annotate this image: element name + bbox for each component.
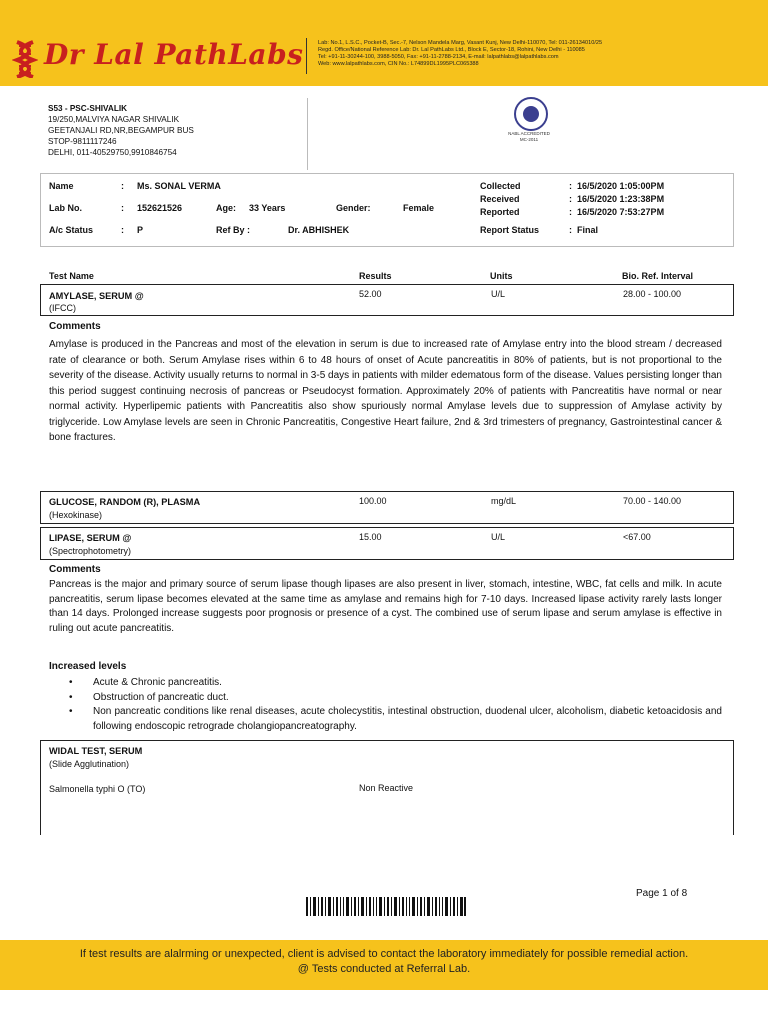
ac-status-label: A/c Status (49, 225, 94, 235)
test-unit: mg/dL (491, 496, 517, 506)
report-status-value: Final (577, 225, 599, 235)
lab-number: 152621526 (137, 203, 183, 213)
refby-value: Dr. ABHISHEK (288, 225, 350, 235)
header-info-line: Lab: No.1, L.S.C., Pocket-B, Sec.-7, Nelson Mandela Marg, Vasant Kunj, New Delhi-110070, Tel: 011-26134010/25 (318, 40, 603, 46)
patient-name: Ms. SONAL VERMA (137, 181, 221, 191)
collected-colon: : (569, 181, 572, 191)
increased-levels-list (49, 676, 722, 734)
header-info-line: Regd. Office/National Reference Lab: Dr. Lal PathLabs Ltd., Block E, Sector-18, Rohini, New Delhi - 110085 (318, 47, 585, 53)
brand-logo-text: Dr Lal PathLabs (44, 38, 304, 71)
name-colon: : (121, 181, 124, 191)
test-row-glucose (40, 491, 734, 524)
test-result: 52.00 (359, 289, 382, 299)
nabl-line: MC-2011 (519, 136, 539, 142)
reported-colon: : (569, 207, 572, 217)
column-header-units: Units (490, 271, 513, 281)
test-method: (Hexokinase) (49, 510, 103, 520)
address-line: S53 - PSC-SHIVALIK (48, 104, 128, 113)
comments-heading: Comments (49, 564, 101, 575)
test-method: (Slide Agglutination) (49, 759, 130, 769)
report-status-colon: : (569, 225, 572, 235)
dna-logo-icon (12, 40, 38, 78)
gender-value: Female (403, 203, 435, 213)
column-header-test-name: Test Name (49, 271, 94, 281)
header-info-line: Tel: +91-11-30244-100, 3988-5050, Fax: +91-11-2788-2134, E-mail: lalpathlabs@lalpathlabs.com (318, 54, 559, 60)
column-header-ref-interval: Bio. Ref. Interval (622, 271, 694, 281)
test-method: (Spectrophotometry) (49, 546, 132, 556)
labno-label: Lab No. (49, 203, 82, 213)
nabl-line: NABL ACCREDITED (508, 131, 550, 136)
nabl-accreditation-text (505, 131, 553, 142)
increased-levels-heading: Increased levels (49, 661, 127, 672)
labno-colon: : (121, 203, 124, 213)
test-name: WIDAL TEST, SERUM (49, 746, 143, 756)
address-line: DELHI, 011-40529750,9910846754 (48, 148, 177, 157)
reported-label: Reported (480, 207, 520, 217)
test-row-amylase (40, 284, 734, 316)
column-header-results: Results (359, 271, 392, 281)
test-unit: U/L (491, 289, 506, 299)
test-result: 100.00 (359, 496, 387, 506)
widal-row-label: Salmonella typhi O (TO) (49, 784, 146, 794)
widal-row-result: Non Reactive (359, 783, 414, 793)
test-ref-interval: 70.00 - 140.00 (623, 496, 682, 506)
list-item: • Obstruction of pancreatic duct. (49, 691, 722, 706)
test-name: LIPASE, SERUM @ (49, 533, 132, 543)
collection-centre-address (48, 103, 194, 158)
footer-referral-note: @ Tests conducted at Referral Lab. (297, 963, 471, 975)
received-colon: : (569, 194, 572, 204)
test-row-widal (40, 740, 734, 835)
name-label: Name (49, 181, 74, 191)
address-line: 19/250,MALVIYA NAGAR SHIVALIK (48, 115, 180, 124)
test-name: AMYLASE, SERUM @ (49, 291, 144, 301)
address-divider (307, 98, 308, 170)
test-row-lipase (40, 527, 734, 560)
page-number: Page 1 of 8 (636, 888, 688, 899)
age-label: Age: (216, 203, 236, 213)
nabl-seal-icon (514, 97, 548, 131)
test-unit: U/L (491, 532, 506, 542)
comments-heading: Comments (49, 321, 101, 332)
test-result: 15.00 (359, 532, 382, 542)
patient-details-box (40, 173, 734, 247)
test-ref-interval: <67.00 (623, 532, 651, 542)
test-ref-interval: 28.00 - 100.00 (623, 289, 682, 299)
test-method: (IFCC) (49, 303, 76, 313)
address-line: STOP-9811117246 (48, 137, 117, 146)
received-value: 16/5/2020 1:23:38PM (577, 194, 665, 204)
reported-value: 16/5/2020 7:53:27PM (577, 207, 665, 217)
collected-value: 16/5/2020 1:05:00PM (577, 181, 665, 191)
header-info-line: Web: www.lalpathlabs.com, CIN No.: L74899DL1995PLC065388 (318, 61, 479, 67)
list-item: • Non pancreatic conditions like renal diseases, acute cholecystitis, intestinal obstruction, duodenal ulcer, alcoholism, diabetic ketoacidosis and following endoscopic retrograde cholangiopancreatography. (49, 705, 722, 734)
ac-status-value: P (137, 225, 144, 235)
lipase-comment-text: Pancreas is the major and primary source of serum lipase though lipases are also present in liver, stomach, intestine, WBC, fat cells and milk. In acute pancreatitis, serum lipase becomes elevated at the same time as amylase and remains high for 7-10 days. Increased lipase activity rarely lasts longer than 14 days. Prolonged increase suggests poor prognosis or presence of a cyst. The combined use of serum lipase and serum amylase is effective in ruling out acute pancreatitis. (49, 579, 722, 634)
ac-status-colon: : (121, 225, 124, 235)
test-name: GLUCOSE, RANDOM (R), PLASMA (49, 497, 201, 507)
header-contact-info (318, 40, 762, 68)
age-value: 33 Years (249, 203, 286, 213)
logo-divider (306, 38, 307, 74)
address-line: GEETANJALI RD,NR,BEGAMPUR BUS (48, 126, 194, 135)
amylase-comment-text: Amylase is produced in the Pancreas and most of the elevation in serum is due to increased rate of Amylase entry into the blood stream / decreased rate of clearance or both. Serum Amylase rises within 6 to 48 hours of onset of Acute pancreatitis in 80% of patients, but is not proportional to the severity of the disease. Activity usually returns to normal in 3-5 days in patients with milder edematous form of the disease. Values persisting longer than this period suggest continuing necrosis of pancreas or Pseudocyst formation. Approximately 20% of patients with Pancreatitis have normal or near normal activity. Hyperlipemic patients with Pancreatitis also show spuriously normal Amylase levels due to suppression of Amylase activity by triglyceride. Low Amylase levels are seen in Chronic Pancreatitis, Congestive Heart failure, 2nd & 3rd trimesters of pregnancy, Gastrointestinal cancer & bone fractures. (49, 339, 722, 443)
collected-label: Collected (480, 181, 521, 191)
barcode-icon (306, 897, 466, 916)
footer-disclaimer: If test results are alalrming or unexpected, client is advised to contact the laboratory immediately for possible remedial action. (79, 948, 689, 960)
list-item: • Acute & Chronic pancreatitis. (49, 676, 722, 691)
report-status-label: Report Status (480, 225, 540, 235)
gender-label: Gender: (336, 203, 371, 213)
refby-label: Ref By : (216, 225, 251, 235)
received-label: Received (480, 194, 520, 204)
